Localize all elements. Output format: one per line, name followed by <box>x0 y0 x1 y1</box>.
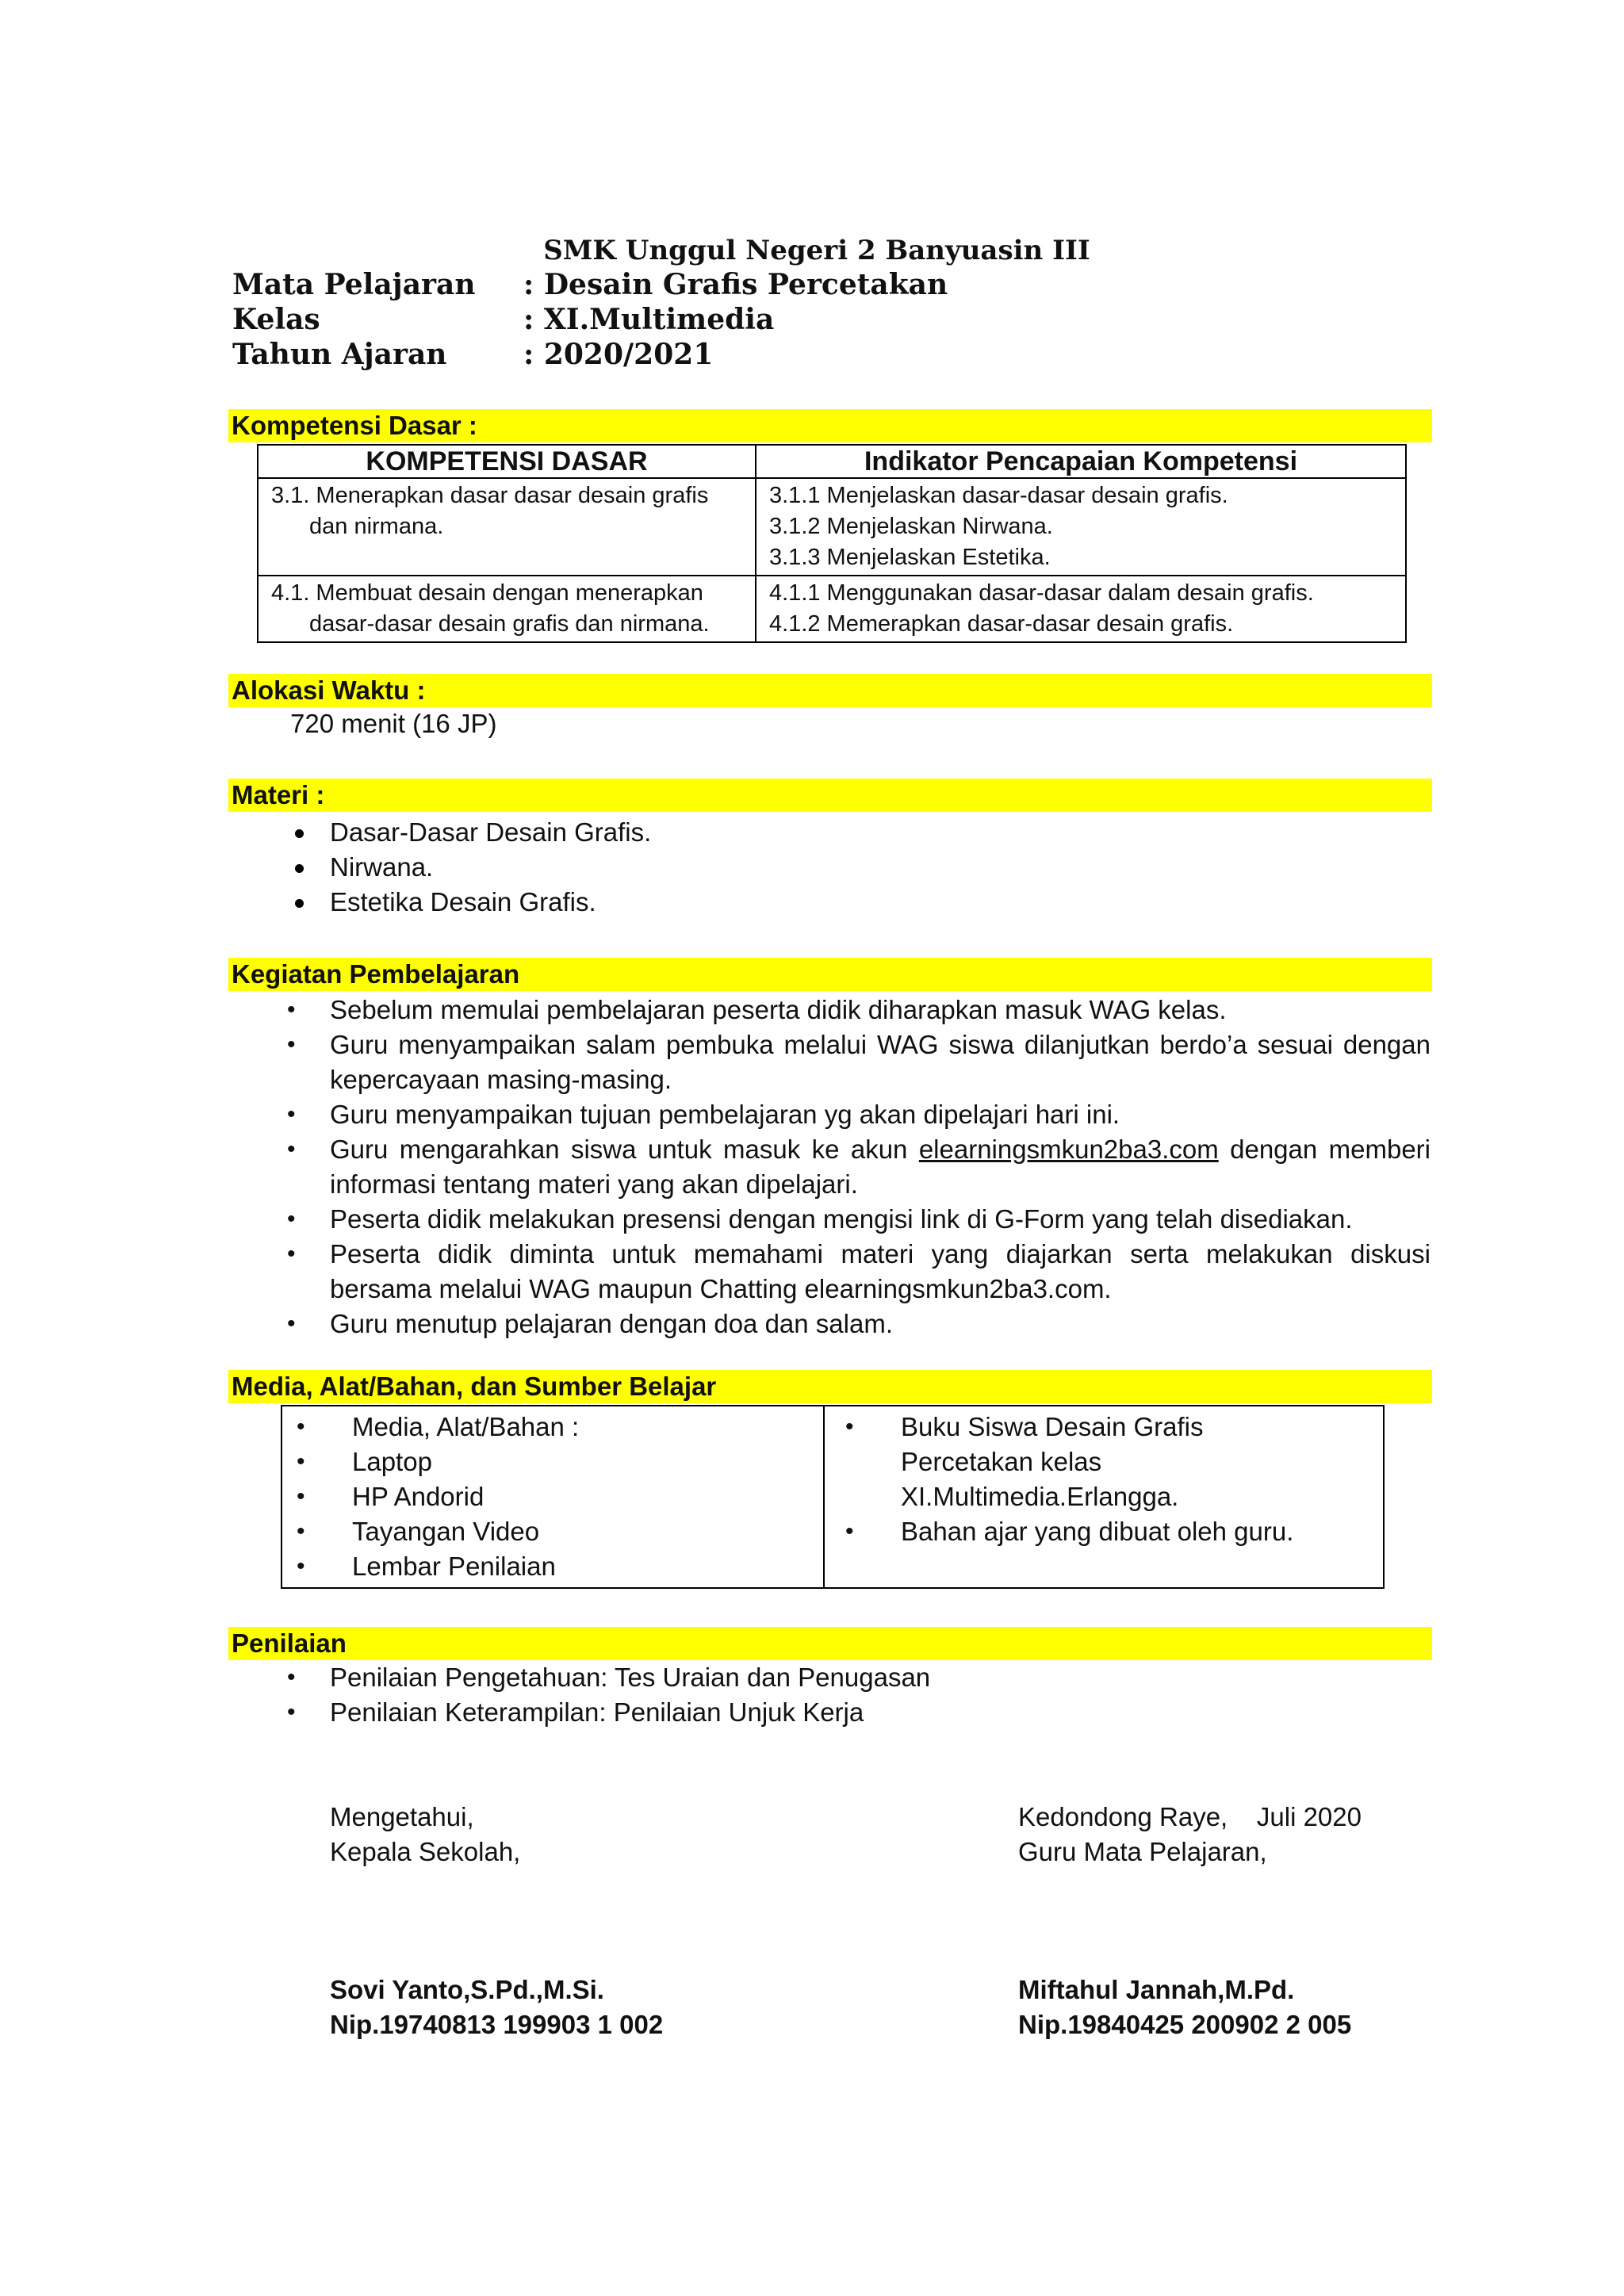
list-item: • Guru mengarahkan siswa untuk masuk ke akun elearningsmkun2ba3.com dengan memberi informasi tentang materi yang akan dipelajari. <box>330 1132 1431 1202</box>
media-table <box>281 1405 1385 1589</box>
bullet-dot-icon: • <box>287 1241 296 1267</box>
bullet-dot-icon <box>295 899 304 908</box>
indikator-item: 4.1.1 Menggunakan dasar-dasar dalam desain grafis. <box>769 580 1314 606</box>
alokasi-value: 720 menit (16 JP) <box>290 709 497 738</box>
list-item: Nirwana. <box>330 850 1424 885</box>
table-row <box>258 478 1406 576</box>
list-item: • Peserta didik diminta untuk memahami materi yang diajarkan serta melakukan diskusi bersama melalui WAG maupun Chatting elearningsmkun2ba3.com. <box>330 1237 1431 1307</box>
left-signature-intro: Mengetahui, <box>330 1802 474 1831</box>
list-item: • HP Andorid <box>352 1479 823 1514</box>
right-signature-nip: Nip.19840425 200902 2 005 <box>1018 2010 1352 2039</box>
bullet-dot-icon: • <box>287 1311 296 1337</box>
left-signature-nip: Nip.19740813 199903 1 002 <box>330 2010 664 2039</box>
bullet-dot-icon: • <box>287 997 296 1023</box>
list-item: • Guru menyampaikan tujuan pembelajaran yg akan dipelajari hari ini. <box>330 1097 1431 1132</box>
list-item: • Penilaian Pengetahuan: Tes Uraian dan Penugasan <box>330 1660 1424 1695</box>
list-item: • Sebelum memulai pembelajaran peserta didik diharapkan masuk WAG kelas. <box>330 993 1431 1027</box>
year-value: : 2020/2021 <box>523 338 714 371</box>
list-item: Estetika Desain Grafis. <box>330 885 1424 920</box>
kd-cell <box>258 576 756 642</box>
list-item: • Bahan ajar yang dibuat oleh guru. <box>901 1514 1335 1549</box>
media-right-cell <box>824 1406 1384 1588</box>
indikator-item: 3.1.3 Menjelaskan Estetika. <box>769 545 1051 570</box>
kd-cell <box>258 478 756 576</box>
section-materi-heading: Materi : <box>228 779 1432 812</box>
indikator-item: 3.1.1 Menjelaskan dasar-dasar desain grafis. <box>769 483 1228 508</box>
column-header-kd: KOMPETENSI DASAR <box>258 445 756 478</box>
indikator-item: 4.1.2 Memerapkan dasar-dasar desain grafis. <box>769 611 1234 637</box>
bullet-dot-icon: • <box>297 1448 305 1475</box>
bullet-dot-icon: • <box>297 1553 305 1579</box>
list-item: • Media, Alat/Bahan : <box>352 1410 823 1445</box>
list-item: • Guru menutup pelajaran dengan doa dan salam. <box>330 1307 1431 1341</box>
bullet-dot-icon: • <box>287 1664 296 1690</box>
media-sources-list <box>825 1406 1383 1549</box>
indikator-cell <box>756 576 1406 642</box>
subject-value: : Desain Grafis Percetakan <box>523 268 948 301</box>
table-row <box>282 1406 1384 1588</box>
kompetensi-header-row <box>258 445 1406 478</box>
list-item: • Lembar Penilaian <box>352 1549 823 1584</box>
list-item: • Peserta didik melakukan presensi dengan mengisi link di G-Form yang telah disediakan. <box>330 1202 1431 1237</box>
bullet-dot-icon: • <box>287 1699 296 1725</box>
section-penilaian-heading: Penilaian <box>228 1627 1432 1660</box>
list-item: • Laptop <box>352 1445 823 1479</box>
media-left-cell <box>282 1406 824 1588</box>
kegiatan-list <box>287 993 1431 1341</box>
left-signature-name: Sovi Yanto,S.Pd.,M.Si. <box>330 1975 604 2004</box>
list-item: • Guru menyampaikan salam pembuka melalui WAG siswa dilanjutkan berdo’a sesuai dengan kepercayaan masing-masing. <box>330 1027 1431 1097</box>
bullet-dot-icon <box>295 864 304 873</box>
right-signature-role: Guru Mata Pelajaran, <box>1018 1837 1267 1866</box>
materi-list <box>330 815 1424 920</box>
list-item: • Penilaian Keterampilan: Penilaian Unjuk Kerja <box>330 1695 1424 1730</box>
bullet-dot-icon: • <box>297 1518 305 1544</box>
bullet-dot-icon: • <box>287 1101 296 1127</box>
right-signature-place-date: Kedondong Raye, Juli 2020 <box>1018 1802 1362 1831</box>
year-label: Tahun Ajaran <box>232 338 447 371</box>
section-alokasi-heading: Alokasi Waktu : <box>228 674 1432 707</box>
section-kegiatan-heading: Kegiatan Pembelajaran <box>228 958 1432 991</box>
media-tools-list <box>282 1406 823 1584</box>
column-header-indikator: Indikator Pencapaian Kompetensi <box>756 445 1406 478</box>
bullet-dot-icon: • <box>845 1414 854 1440</box>
class-label: Kelas <box>232 303 320 336</box>
bullet-dot-icon: • <box>297 1483 305 1510</box>
school-title: SMK Unggul Negeri 2 Banyuasin III <box>543 235 1090 266</box>
table-row <box>258 576 1406 642</box>
bullet-dot-icon: • <box>287 1031 296 1058</box>
kd-text: 4.1. Membuat desain dengan menerapkan dasar-dasar desain grafis dan nirmana. <box>271 580 710 637</box>
section-media-heading: Media, Alat/Bahan, dan Sumber Belajar <box>228 1370 1432 1403</box>
bullet-dot-icon: • <box>845 1518 854 1544</box>
left-signature-role: Kepala Sekolah, <box>330 1837 521 1866</box>
bullet-dot-icon <box>295 829 304 838</box>
penilaian-list <box>287 1660 1424 1730</box>
list-item: Dasar-Dasar Desain Grafis. <box>330 815 1424 850</box>
list-item: • Tayangan Video <box>352 1514 823 1549</box>
bullet-dot-icon: • <box>287 1136 296 1162</box>
kompetensi-table <box>257 444 1407 643</box>
indikator-cell <box>756 478 1406 576</box>
kd-text: 3.1. Menerapkan dasar dasar desain grafis dan nirmana. <box>271 483 709 539</box>
elearning-link[interactable]: elearningsmkun2ba3.com <box>918 1135 1219 1164</box>
subject-label: Mata Pelajaran <box>232 268 476 301</box>
bullet-dot-icon: • <box>297 1414 305 1440</box>
bullet-dot-icon: • <box>287 1206 296 1232</box>
indikator-item: 3.1.2 Menjelaskan Nirwana. <box>769 514 1053 539</box>
class-value: : XI.Multimedia <box>523 303 775 336</box>
list-item: • Buku Siswa Desain Grafis Percetakan kelas XI.Multimedia.Erlangga. <box>901 1410 1335 1514</box>
right-signature-name: Miftahul Jannah,M.Pd. <box>1018 1975 1295 2004</box>
section-kompetensi-heading: Kompetensi Dasar : <box>228 409 1432 442</box>
